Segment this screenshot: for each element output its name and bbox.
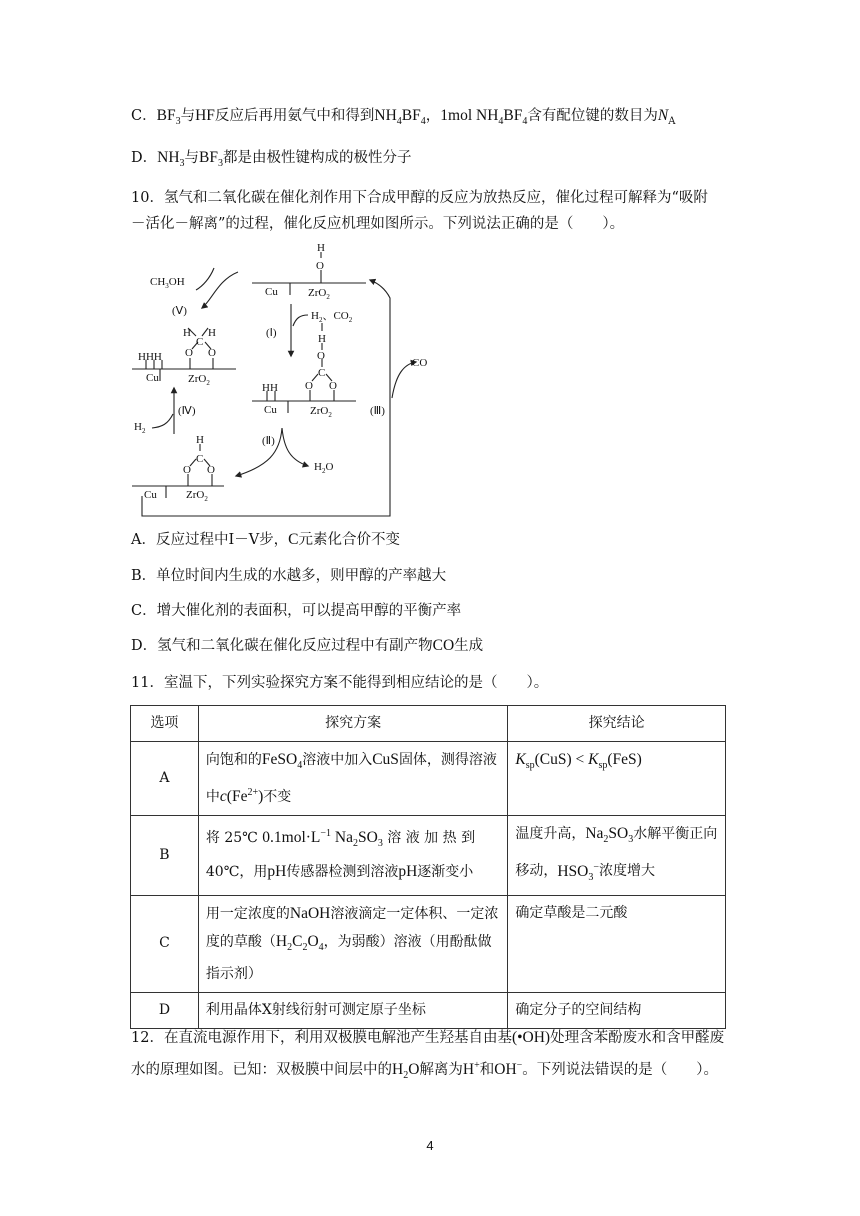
label-h2-co2: $H_2$、$CO_2$: [311, 310, 353, 324]
label-co: CO: [412, 357, 428, 369]
label-cu: Cu: [146, 372, 159, 384]
q10-option-c: C．增大催化剂的表面积，可以提高甲醇的平衡产率: [131, 603, 462, 619]
q10-option-a: A．反应过程中Ⅰ－Ⅴ步，C元素化合价不变: [131, 531, 401, 548]
row-option: C: [131, 895, 199, 992]
label-h2: $H_2$: [134, 421, 146, 435]
label-ch3oh: $CH_3OH$: [150, 276, 185, 290]
table-row: [131, 895, 726, 992]
atom-o: O: [208, 347, 216, 359]
q10-option-d: D．氢气和二氧化碳在催化反应过程中有副产物CO生成: [131, 637, 484, 654]
q10-stem-line1: 10．氢气和二氧化碳在催化剂作用下合成甲醇的反应为放热反应，催化过程可解释为“吸附: [131, 190, 708, 206]
q11-table: [130, 705, 726, 1029]
row-option: D: [131, 992, 199, 1028]
header-option: 选项: [131, 706, 199, 742]
header-conclusion: 探究结论: [508, 706, 726, 742]
atom-o: O: [207, 464, 215, 476]
label-cu: Cu: [144, 489, 157, 501]
row-plan: 向饱和的FeSO$_4$溶液中加入CuS固体，测得溶液中$c(Fe^{2+})$不变: [198, 742, 507, 816]
label-h2o: $H_2O$: [314, 461, 334, 475]
atom-o: O: [329, 380, 337, 392]
label-zro2: ZrO$_2$: [188, 373, 210, 387]
table-row: [131, 816, 726, 895]
row-conclusion: $K_{sp}(CuS) < K_{sp}(FeS)$: [508, 742, 726, 816]
table-row: [131, 742, 726, 816]
row-option: A: [131, 742, 199, 816]
row-plan: 用一定浓度的NaOH溶液滴定一定体积、一定浓度的草酸（$H_2C_2O_4$，为弱酸）溶液（用酚酞做指示剂）: [198, 895, 507, 992]
atom-c: C: [318, 367, 326, 379]
label-cu: Cu: [264, 404, 277, 416]
label-hhh: HHH: [138, 351, 162, 363]
label-zro2: ZrO$_2$: [308, 287, 330, 301]
label-zro2: ZrO$_2$: [186, 489, 208, 503]
atom-o: O: [316, 260, 324, 272]
label-step-iii: (Ⅲ): [370, 405, 385, 417]
atom-h: H: [317, 242, 325, 254]
label-hh: HH: [262, 382, 278, 394]
label-zro2: ZrO$_2$: [310, 405, 332, 419]
page-number: 4: [426, 1138, 434, 1153]
atom-c: C: [196, 453, 204, 465]
row-conclusion: 确定分子的空间结构: [508, 992, 726, 1028]
row-plan: 利用晶体X射线衍射可测定原子坐标: [198, 992, 507, 1028]
q9-option-d: D．$NH_3$与$BF_3$都是由极性键构成的极性分子: [131, 149, 412, 170]
label-step-iv: (Ⅳ): [178, 405, 196, 417]
row-option: B: [131, 816, 199, 895]
table-row: [131, 992, 726, 1028]
label-cu: Cu: [265, 286, 278, 298]
header-plan: 探究方案: [198, 706, 507, 742]
q11-stem: 11．室温下，下列实验探究方案不能得到相应结论的是（ ）。: [131, 675, 549, 691]
atom-o: O: [317, 350, 325, 362]
label-step-i: (Ⅰ): [266, 327, 277, 339]
atom-h: H: [196, 434, 204, 446]
atom-h: H: [183, 327, 191, 339]
atom-h: H: [318, 333, 326, 345]
table-header-row: [131, 706, 726, 742]
atom-c: C: [196, 336, 204, 348]
atom-h: H: [208, 327, 216, 339]
q10-stem-line2: －活化－解离”的过程，催化反应机理如图所示。下列说法正确的是（ ）。: [131, 216, 625, 232]
row-conclusion: 温度升高，$Na_2SO_3$水解平衡正向移动，$HSO_3^-$浓度增大: [508, 816, 726, 895]
q12-stem: 12．在直流电源作用下，利用双极膜电解池产生羟基自由基(•OH)处理含苯酚废水和含甲醛废水的原理如图。已知：双极膜中间层中的$H_2O$解离为H+和OH−。下列说法错误的是（ ）。: [131, 1029, 725, 1082]
label-step-ii: (Ⅱ): [262, 435, 275, 447]
q9-option-c: C．$BF_3$与HF反应后再用氨气中和得到$NH_4BF_4$，1mol $NH_4BF_4$含有配位键的数目为$N_A$: [131, 107, 676, 128]
atom-o: O: [185, 347, 193, 359]
atom-o: O: [183, 464, 191, 476]
q10-option-b: B．单位时间内生成的水越多，则甲醇的产率越大: [131, 568, 447, 584]
atom-o: O: [305, 380, 313, 392]
label-step-v: (Ⅴ): [172, 305, 187, 317]
row-conclusion: 确定草酸是二元酸: [508, 895, 726, 992]
row-plan: 将 25℃ $0.1mol\cdot L^{-1}$ $Na_2SO_3$ 溶 液 加 热 到 40℃，用pH传感器检测到溶液pH逐渐变小: [198, 816, 507, 895]
mechanism-diagram: [128, 238, 448, 518]
